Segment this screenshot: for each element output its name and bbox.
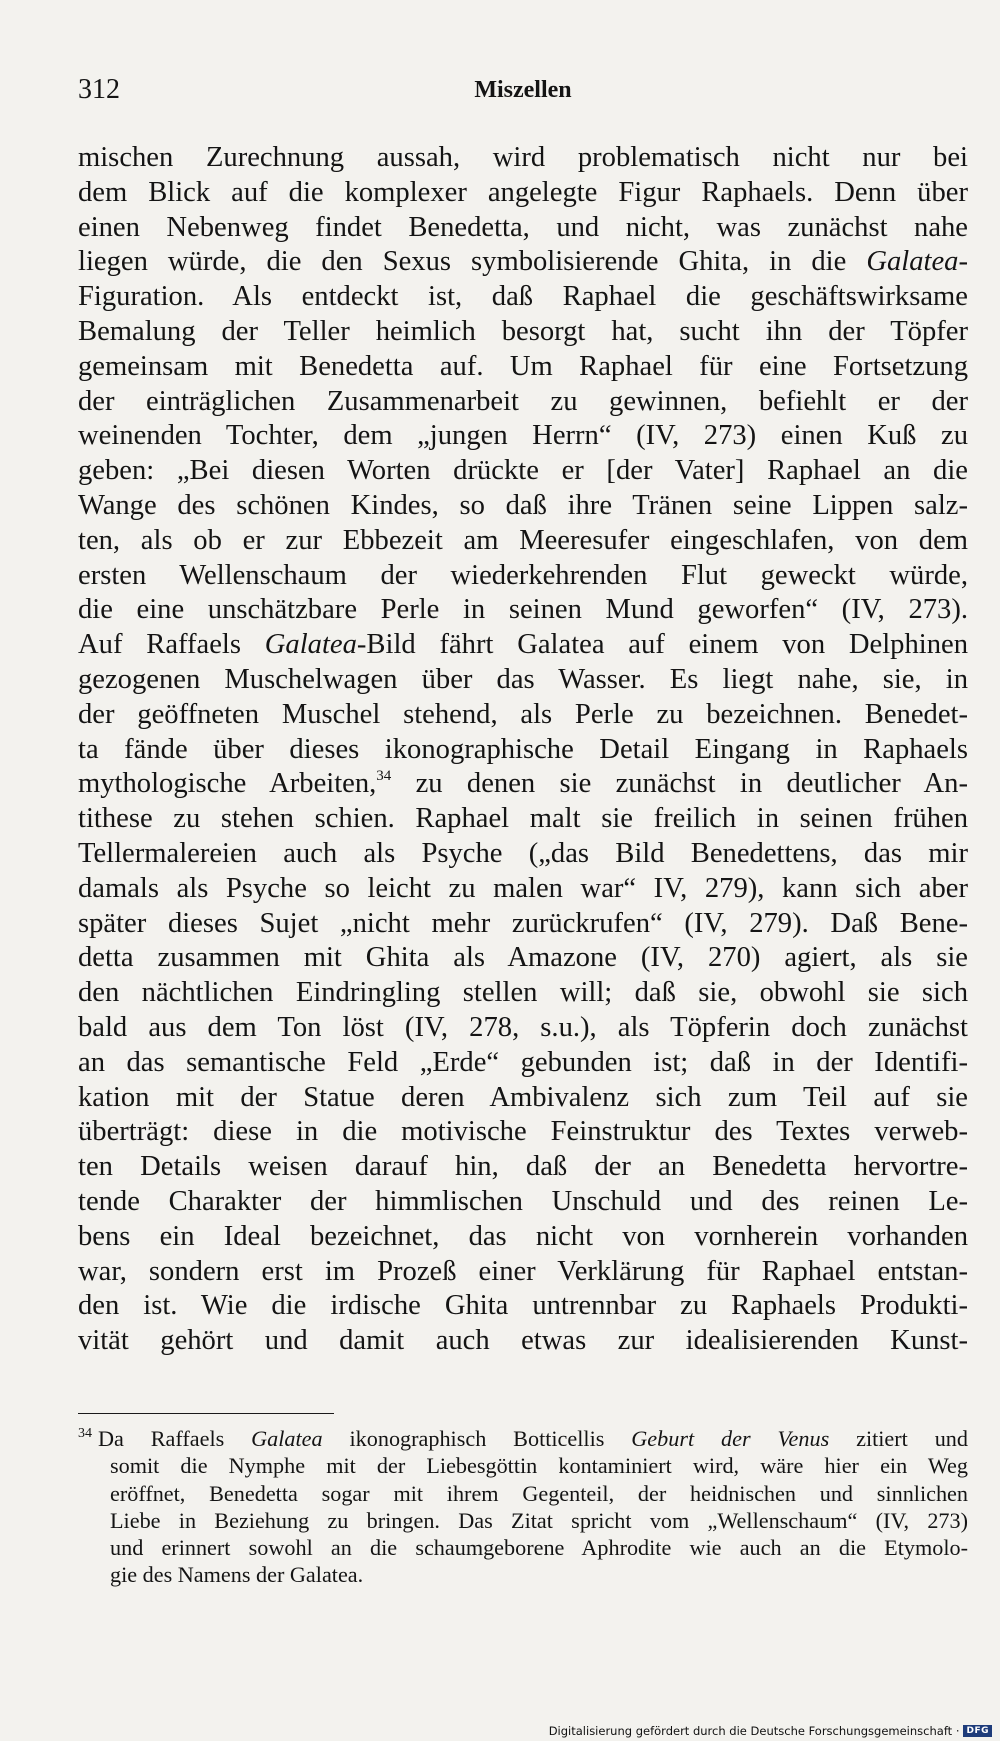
body-text xyxy=(78,141,968,1359)
body-line xyxy=(78,628,968,663)
body-line: ta fände über dieses ikonographische Detail Eingang in Raphaels xyxy=(78,733,968,765)
body-text-run: -Bild fährt Galatea auf einem von Delphinen xyxy=(356,629,969,661)
footnote-line: eröffnet, Benedetta sogar mit ihrem Gegenteil, der heidnischen und sinnlichen xyxy=(110,1480,968,1506)
footnote-line: Liebe in Beziehung zu bringen. Das Zitat spricht vom „Wellenschaum“ (IV, 273) xyxy=(110,1507,968,1533)
footnote-line: somit die Nymphe mit der Liebesgöttin kontaminiert wird, wäre hier ein Weg xyxy=(110,1453,968,1479)
body-line: die eine unschätzbare Perle in seinen Mund geworfen“ (IV, 273). xyxy=(78,594,968,626)
body-line: Figuration. Als entdeckt ist, daß Raphael die geschäftswirksame xyxy=(78,281,968,313)
footnote-34 xyxy=(78,1425,968,1589)
body-text-run: zu denen sie zunächst in deutlicher An- xyxy=(391,768,968,800)
body-line: ersten Wellenschaum der wiederkehrenden Flut geweckt würde, xyxy=(78,559,968,591)
footnote-number: 34 xyxy=(78,1426,92,1441)
body-line: einen Nebenweg findet Benedetta, und nicht, was zunächst nahe xyxy=(78,211,968,243)
body-line: dem Blick auf die komplexer angelegte Figur Raphaels. Denn über xyxy=(78,176,968,208)
page-number: 312 xyxy=(78,74,120,105)
running-head: Miszellen xyxy=(474,77,572,103)
body-line xyxy=(78,245,968,280)
body-line: Tellermalereien auch als Psyche („das Bild Benedettens, das mir xyxy=(78,837,968,869)
body-line: vität gehört und damit auch etwas zur idealisierenden Kunst- xyxy=(78,1325,968,1357)
body-line: den ist. Wie die irdische Ghita untrennbar zu Raphaels Produkti- xyxy=(78,1290,968,1322)
body-line: der geöffneten Muschel stehend, als Perle zu bezeichnen. Benedet- xyxy=(78,698,968,730)
italic-title: Galatea xyxy=(264,629,357,661)
body-line: mischen Zurechnung aussah, wird problematisch nicht nur bei xyxy=(78,142,968,173)
italic-title: Galatea xyxy=(251,1426,323,1451)
digitization-credit xyxy=(549,1724,992,1738)
footnote-text-run: Da Raffaels xyxy=(98,1426,252,1451)
italic-title: Galatea- xyxy=(866,246,968,278)
body-text-run: Auf Raffaels xyxy=(78,629,265,661)
body-line: kation mit der Statue deren Ambivalenz sich zum Teil auf sie xyxy=(78,1081,968,1113)
footnote-line: und erinnert sowohl an die schaumgeborene Aphrodite wie auch an die Etymolo- xyxy=(110,1535,968,1561)
body-line: gemeinsam mit Benedetta auf. Um Raphael für eine Fortsetzung xyxy=(78,350,968,382)
footnote-text-run: ikonographisch Botticellis xyxy=(322,1426,632,1451)
page-header xyxy=(78,70,968,110)
footnote-reference[interactable]: 34 xyxy=(376,768,392,785)
body-line: tende Charakter der himmlischen Unschuld und des reinen Le- xyxy=(78,1185,968,1217)
italic-title: Geburt der Venus xyxy=(631,1426,830,1451)
body-line: bens ein Ideal bezeichnet, das nicht von vornherein vorhanden xyxy=(78,1220,968,1252)
body-line: überträgt: diese in die motivische Feinstruktur des Textes verweb- xyxy=(78,1116,968,1148)
credit-text: Digitalisierung gefördert durch die Deutsche Forschungsgemeinschaft · xyxy=(548,1724,960,1738)
body-line: geben: „Bei diesen Worten drückte er [der Vater] Raphael an die xyxy=(78,455,968,487)
body-line: Wange des schönen Kindes, so daß ihre Tränen seine Lippen salz- xyxy=(78,489,968,521)
body-line xyxy=(78,767,968,802)
body-line: den nächtlichen Eindringling stellen will; daß sie, obwohl sie sich xyxy=(78,977,968,1009)
body-line: tithese zu stehen schien. Raphael malt sie freilich in seinen frühen xyxy=(78,803,968,835)
body-line: detta zusammen mit Ghita als Amazone (IV, 270) agiert, als sie xyxy=(78,942,968,974)
footnote-text-run: zitiert und xyxy=(829,1426,968,1451)
body-line: weinenden Tochter, dem „jungen Herrn“ (IV, 273) einen Kuß zu xyxy=(78,420,968,452)
footnote-divider xyxy=(78,1413,334,1414)
footnote-line: gie des Namens der Galatea. xyxy=(110,1562,364,1588)
body-line: ten, als ob er zur Ebbezeit am Meeresufer eingeschlafen, von dem xyxy=(78,524,968,556)
body-line: später dieses Sujet „nicht mehr zurückrufen“ (IV, 279). Daß Bene- xyxy=(78,907,968,939)
body-line: damals als Psyche so leicht zu malen war“ IV, 279), kann sich aber xyxy=(78,872,968,904)
body-line: an das semantische Feld „Erde“ gebunden ist; daß in der Identifi- xyxy=(78,1046,968,1078)
body-line: ten Details weisen darauf hin, daß der an Benedetta hervortre- xyxy=(78,1151,968,1183)
body-line: bald aus dem Ton löst (IV, 278, s.u.), als Töpferin doch zunächst xyxy=(78,1011,968,1043)
body-line: Bemalung der Teller heimlich besorgt hat, sucht ihn der Töpfer xyxy=(78,315,968,347)
body-line: war, sondern erst im Prozeß einer Verklärung für Raphael entstan- xyxy=(78,1255,968,1287)
footnote-line xyxy=(78,1425,968,1452)
body-line: der einträglichen Zusammenarbeit zu gewinnen, befiehlt er der xyxy=(78,385,968,417)
body-text-run: liegen würde, die den Sexus symbolisierende Ghita, in die xyxy=(78,246,867,278)
body-text-run: mythologische Arbeiten, xyxy=(78,768,377,800)
body-line: gezogenen Muschelwagen über das Wasser. Es liegt nahe, sie, in xyxy=(78,663,968,695)
dfg-logo: DFG xyxy=(963,1725,992,1737)
